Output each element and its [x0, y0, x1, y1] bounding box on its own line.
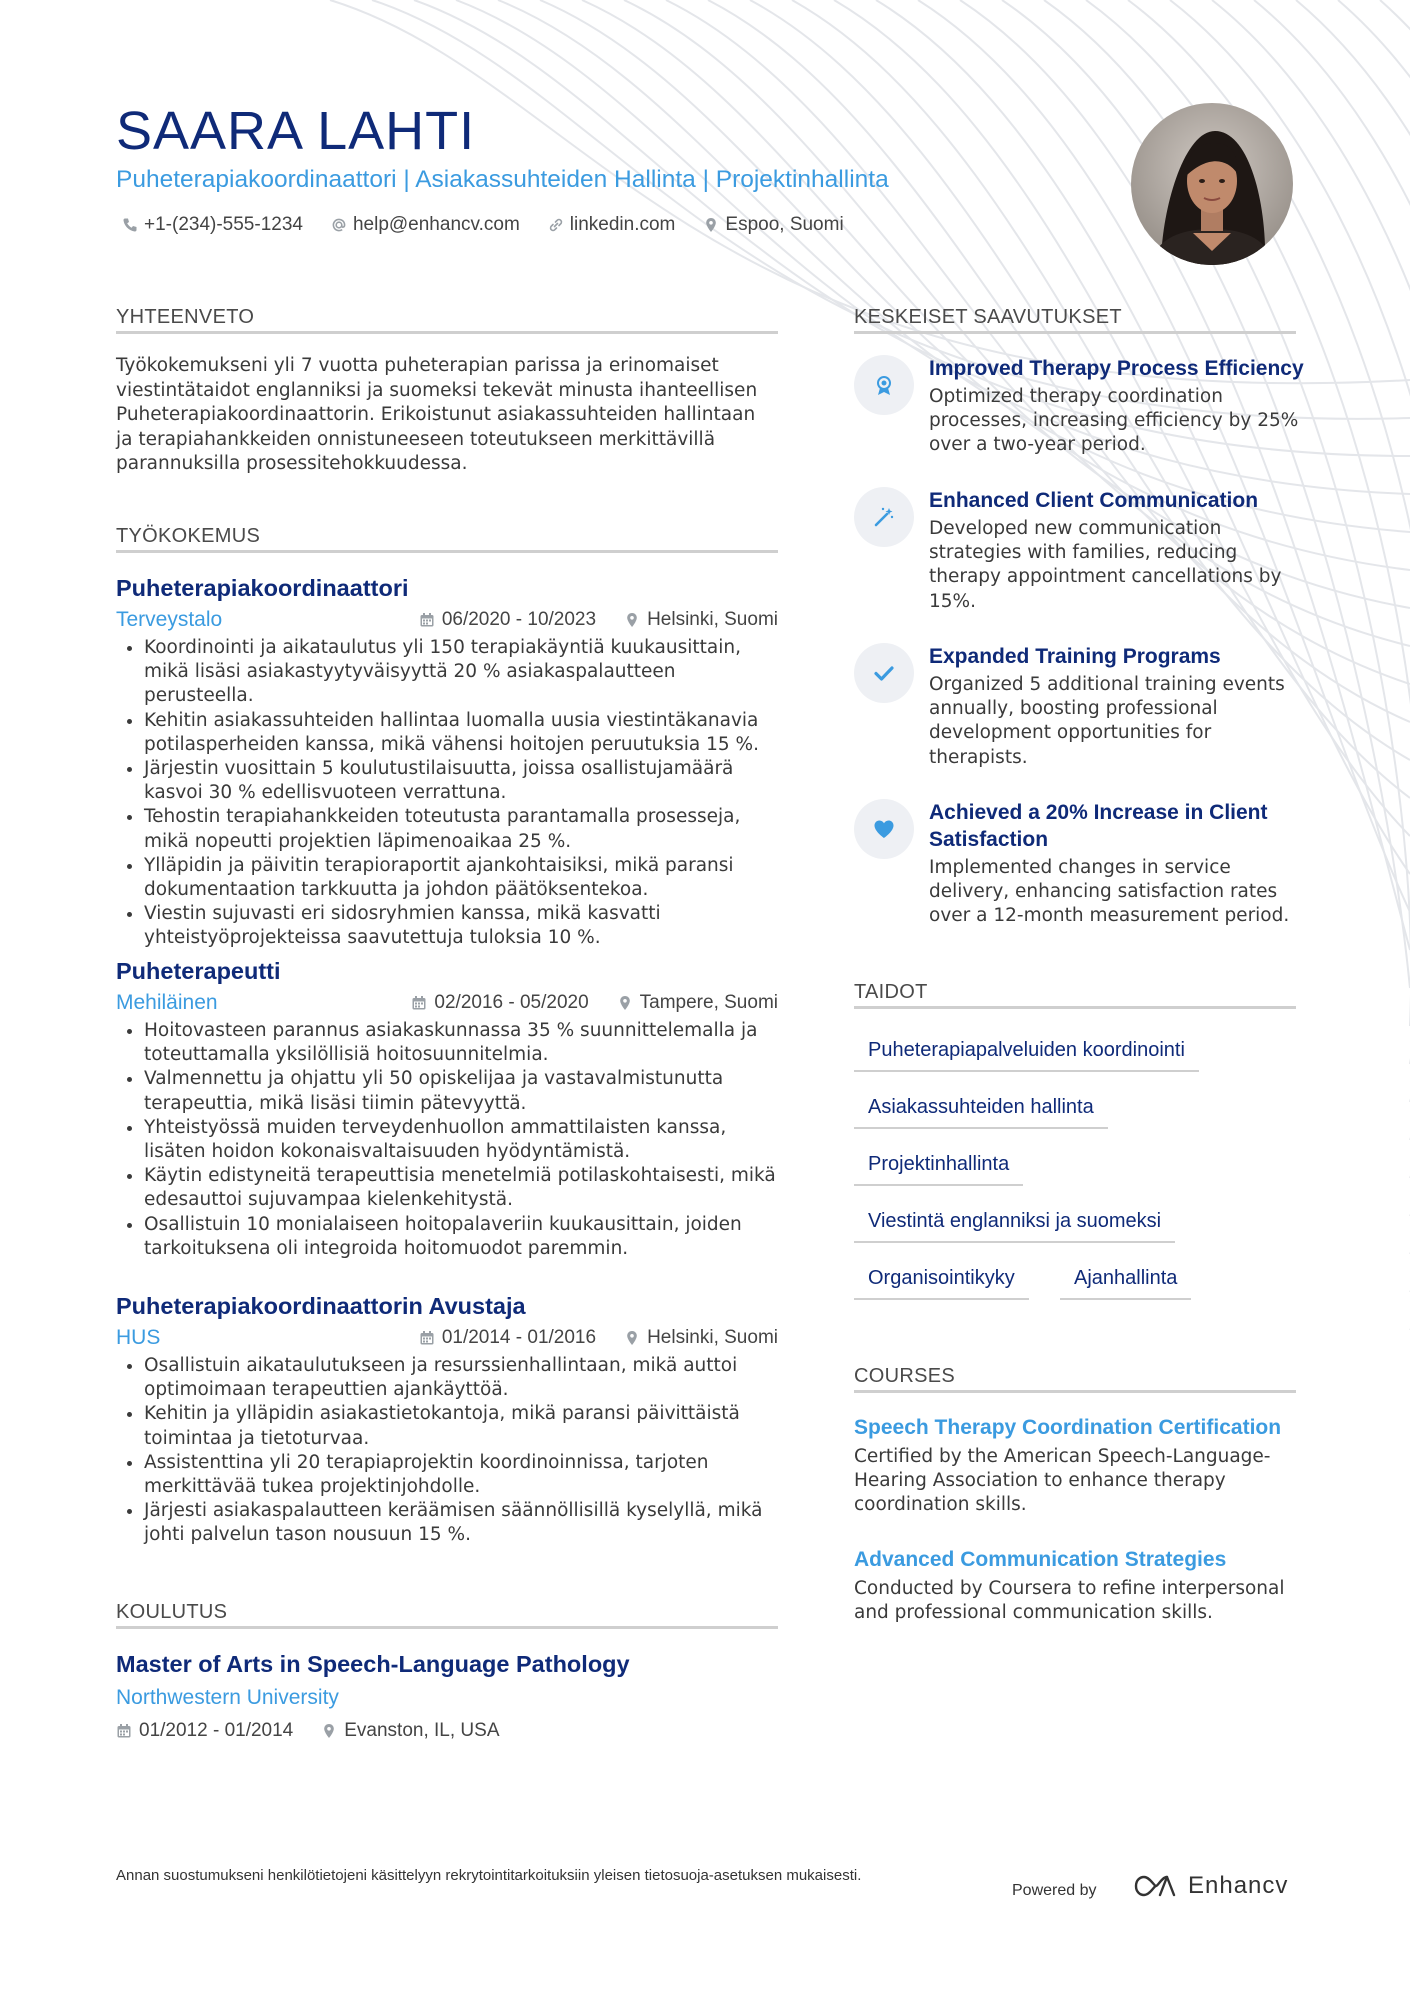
location-pin-icon — [624, 1330, 640, 1346]
calendar-icon — [419, 1330, 435, 1346]
achievement-icon-wrap — [854, 487, 914, 547]
contact-email-text: help@enhancv.com — [352, 214, 520, 235]
job-company: Terveystalo — [116, 608, 223, 631]
job-location: Helsinki, Suomi — [647, 1327, 778, 1348]
course-title: Advanced Communication Strategies — [854, 1548, 1227, 1571]
section-heading-achievements: KESKEISET SAAVUTUKSET — [854, 306, 1122, 328]
skill-tag: Asiakassuhteiden hallinta — [854, 1093, 1108, 1129]
achievement-desc: Implemented changes in service delivery, enhancing satisfaction rates over a 12-month measurement period. — [929, 857, 1290, 927]
section-heading-summary: YHTEENVETO — [116, 306, 255, 328]
achievement-icon-wrap — [854, 643, 914, 703]
summary-text: Työkokemukseni yli 7 vuotta puheterapian parissa ja erinomaiset viestintätaidot englanniksi ja suomeksi tekevät minusta ihanteellisen Puheterapiakoordinaattorin. Erikoistunut asiakassuhteiden hallintaan ja terapiahankkeiden onnistuneeseen toteutukseen merkittävillä parannuksilla prosessitehokkuudessa. — [116, 355, 758, 474]
contact-phone-text: +1-(234)-555-1234 — [144, 214, 303, 235]
job-company: Mehiläinen — [116, 991, 218, 1014]
section-divider — [854, 1390, 1296, 1393]
section-heading-skills: TAIDOT — [854, 981, 928, 1003]
heart-icon — [872, 817, 896, 841]
contact-phone[interactable] — [122, 214, 303, 236]
job-bullet: • Koordinointi ja aikataulutus yli 150 terapiakäyntiä kuukausittain, mikä lisäsi asiakastyytyväisyyttä 20 % asiakaspalautteen perusteella. — [144, 636, 778, 709]
achievement-desc: Organized 5 additional training events annually, boosting professional development opportunities for therapists. — [929, 674, 1285, 768]
section-divider — [116, 331, 778, 334]
calendar-icon — [116, 1723, 132, 1739]
contact-location — [703, 214, 843, 236]
job-bullet: • Assistenttina yli 20 terapiaprojektin koordinoinnissa, tarjoten merkittävää tukea projektinjohdolle. — [144, 1451, 778, 1499]
achievement-icon-wrap — [854, 355, 914, 415]
achievement-icon-wrap — [854, 799, 914, 859]
enhancv-logo-icon — [1132, 1872, 1178, 1900]
job-location: Tampere, Suomi — [639, 992, 778, 1013]
calendar-icon — [411, 995, 427, 1011]
job-bullets — [116, 1019, 778, 1261]
candidate-name: SAARA LAHTI — [116, 101, 476, 161]
at-icon — [331, 217, 347, 233]
achievement-title: Enhanced Client Communication — [929, 489, 1259, 512]
achievement-title: Expanded Training Programs — [929, 645, 1221, 668]
job-bullet: • Järjesti asiakaspalautteen keräämisen säännöllisillä kyselyllä, mikä johti palvelun tason nousuun 15 %. — [144, 1499, 778, 1547]
location-pin-icon — [617, 995, 633, 1011]
section-divider — [854, 1006, 1296, 1009]
section-heading-courses: COURSES — [854, 1365, 956, 1387]
contact-linkedin-text: linkedin.com — [569, 214, 676, 235]
achievement-title: Improved Therapy Process Efficiency — [929, 357, 1304, 380]
job-title: Puheterapeutti — [116, 958, 281, 984]
location-pin-icon — [624, 612, 640, 628]
education-degree: Master of Arts in Speech-Language Pathology — [116, 1651, 630, 1677]
job-meta — [116, 987, 778, 1019]
skill-tag: Puheterapiapalveluiden koordinointi — [854, 1036, 1199, 1072]
education-dates: 01/2012 - 01/2014 — [139, 1720, 294, 1741]
education-entry — [116, 1647, 778, 1747]
skill-tag: Ajanhallinta — [1060, 1264, 1191, 1300]
award-ribbon-icon — [872, 373, 896, 397]
section-divider — [854, 331, 1296, 334]
skill-tag: Viestintä englanniksi ja suomeksi — [854, 1207, 1175, 1243]
location-pin-icon — [703, 217, 719, 233]
achievement-desc: Developed new communication strategies with families, reducing therapy appointment cancellations by 15%. — [929, 518, 1282, 612]
consent-footer: Annan suostumukseni henkilötietojeni käsittelyyn rekrytointitarkoituksiin yleisen tietosuoja-asetuksen mukaisesti. — [116, 1867, 862, 1884]
job-bullet: • Hoitovasteen parannus asiakaskunnassa 35 % suunnittelemalla ja toteuttamalla yksilöllisiä hoitosuunnitelmia. — [144, 1019, 778, 1067]
job-bullet: • Valmennettu ja ohjattu yli 50 opiskelijaa ja vastavalmistunutta terapeuttia, mikä lisäsi tiimin pätevyyttä. — [144, 1067, 778, 1115]
job-entry — [116, 1290, 778, 1548]
job-bullet: • Ylläpidin ja päivitin terapioraportit ajankohtaisiksi, mikä paransi dokumentaation tarkkuutta ja johdon päätöksentekoa. — [144, 854, 778, 902]
section-divider — [116, 550, 778, 553]
powered-by-label: Powered by — [1012, 1882, 1097, 1899]
section-divider — [116, 1626, 778, 1629]
job-bullet: • Järjestin vuosittain 5 koulutustilaisuutta, joissa osallistujamäärä kasvoi 30 % edellisvuoteen verrattuna. — [144, 757, 778, 805]
course-title: Speech Therapy Coordination Certification — [854, 1416, 1282, 1439]
candidate-subtitle: Puheterapiakoordinaattori | Asiakassuhteiden Hallinta | Projektinhallinta — [116, 166, 889, 193]
link-icon — [548, 217, 564, 233]
profile-photo-illustration — [1131, 103, 1293, 265]
job-bullet: • Viestin sujuvasti eri sidosryhmien kanssa, mikä kasvatti yhteistyöprojekteissa saavutettuja tuloksia 10 %. — [144, 902, 778, 950]
job-dates: 02/2016 - 05/2020 — [434, 992, 589, 1013]
magic-wand-icon — [872, 505, 896, 529]
contact-email[interactable] — [331, 214, 520, 236]
job-dates: 01/2014 - 01/2016 — [441, 1327, 597, 1348]
job-bullet: • Tehostin terapiahankkeiden toteutusta parantamalla prosesseja, mikä nopeutti projektien läpimenoaikaa 25 %. — [144, 805, 778, 853]
job-bullets — [116, 636, 778, 951]
job-bullet: • Käytin edistyneitä terapeuttisia menetelmiä potilaskohtaisesti, mikä edesauttoi sujuvampaa kielenkehitystä. — [144, 1164, 778, 1212]
contact-location-text: Espoo, Suomi — [725, 214, 844, 235]
education-location: Evanston, IL, USA — [344, 1720, 500, 1741]
calendar-icon — [419, 612, 435, 628]
achievement-title: Achieved a 20% Increase in Client Satisfaction — [929, 801, 1268, 851]
job-meta — [116, 1322, 778, 1354]
enhancv-brand[interactable] — [1132, 1872, 1288, 1900]
section-heading-experience: TYÖKOKEMUS — [116, 525, 261, 547]
job-bullets — [116, 1354, 778, 1548]
location-pin-icon — [321, 1723, 337, 1739]
course-desc: Certified by the American Speech-Language-Hearing Association to enhance therapy coordination skills. — [854, 1446, 1271, 1516]
job-location: Helsinki, Suomi — [647, 609, 778, 630]
skill-tag: Organisointikyky — [854, 1264, 1029, 1300]
contact-bar — [122, 214, 844, 236]
job-dates: 06/2020 - 10/2023 — [441, 609, 597, 630]
course-item — [854, 1413, 1304, 1518]
job-bullet: • Yhteistyössä muiden terveydenhuollon ammattilaisten kanssa, lisäten hoidon kokonaisvaltaisuuden hyödyntämistä. — [144, 1116, 778, 1164]
achievement-desc: Optimized therapy coordination processes, increasing efficiency by 25% over a two-year period. — [929, 386, 1299, 456]
job-bullet: • Osallistuin 10 monialaiseen hoitopalaveriin kuukausittain, joiden tarkoituksena oli integroida hoitomuodot paremmin. — [144, 1213, 778, 1261]
job-entry — [116, 955, 778, 1261]
job-bullet: • Kehitin ja ylläpidin asiakastietokantoja, mikä paransi päivittäistä toimintaa ja tietoturvaa. — [144, 1402, 778, 1450]
course-item — [854, 1545, 1304, 1625]
profile-photo — [1131, 103, 1293, 265]
section-heading-education: KOULUTUS — [116, 1601, 228, 1623]
enhancv-brand-name: Enhancv — [1188, 1872, 1289, 1899]
job-company: HUS — [116, 1326, 161, 1349]
job-title: Puheterapiakoordinaattori — [116, 575, 409, 601]
job-meta — [116, 604, 778, 636]
skill-tag: Projektinhallinta — [854, 1150, 1023, 1186]
job-entry — [116, 572, 778, 951]
contact-linkedin[interactable] — [548, 214, 676, 236]
phone-icon — [122, 217, 138, 233]
checkmark-icon — [872, 661, 896, 685]
job-bullet: • Osallistuin aikataulutukseen ja resurssienhallintaan, mikä auttoi optimoimaan terapeuttien ajankäyttöä. — [144, 1354, 778, 1402]
job-bullet: • Kehitin asiakassuhteiden hallintaa luomalla uusia viestintäkanavia potilasperheiden kanssa, mikä vähensi hoitojen peruutuksia 15 %. — [144, 709, 778, 757]
job-title: Puheterapiakoordinaattorin Avustaja — [116, 1293, 526, 1319]
course-desc: Conducted by Coursera to refine interpersonal and professional communication skills. — [854, 1578, 1285, 1624]
education-school: Northwestern University — [116, 1686, 339, 1709]
